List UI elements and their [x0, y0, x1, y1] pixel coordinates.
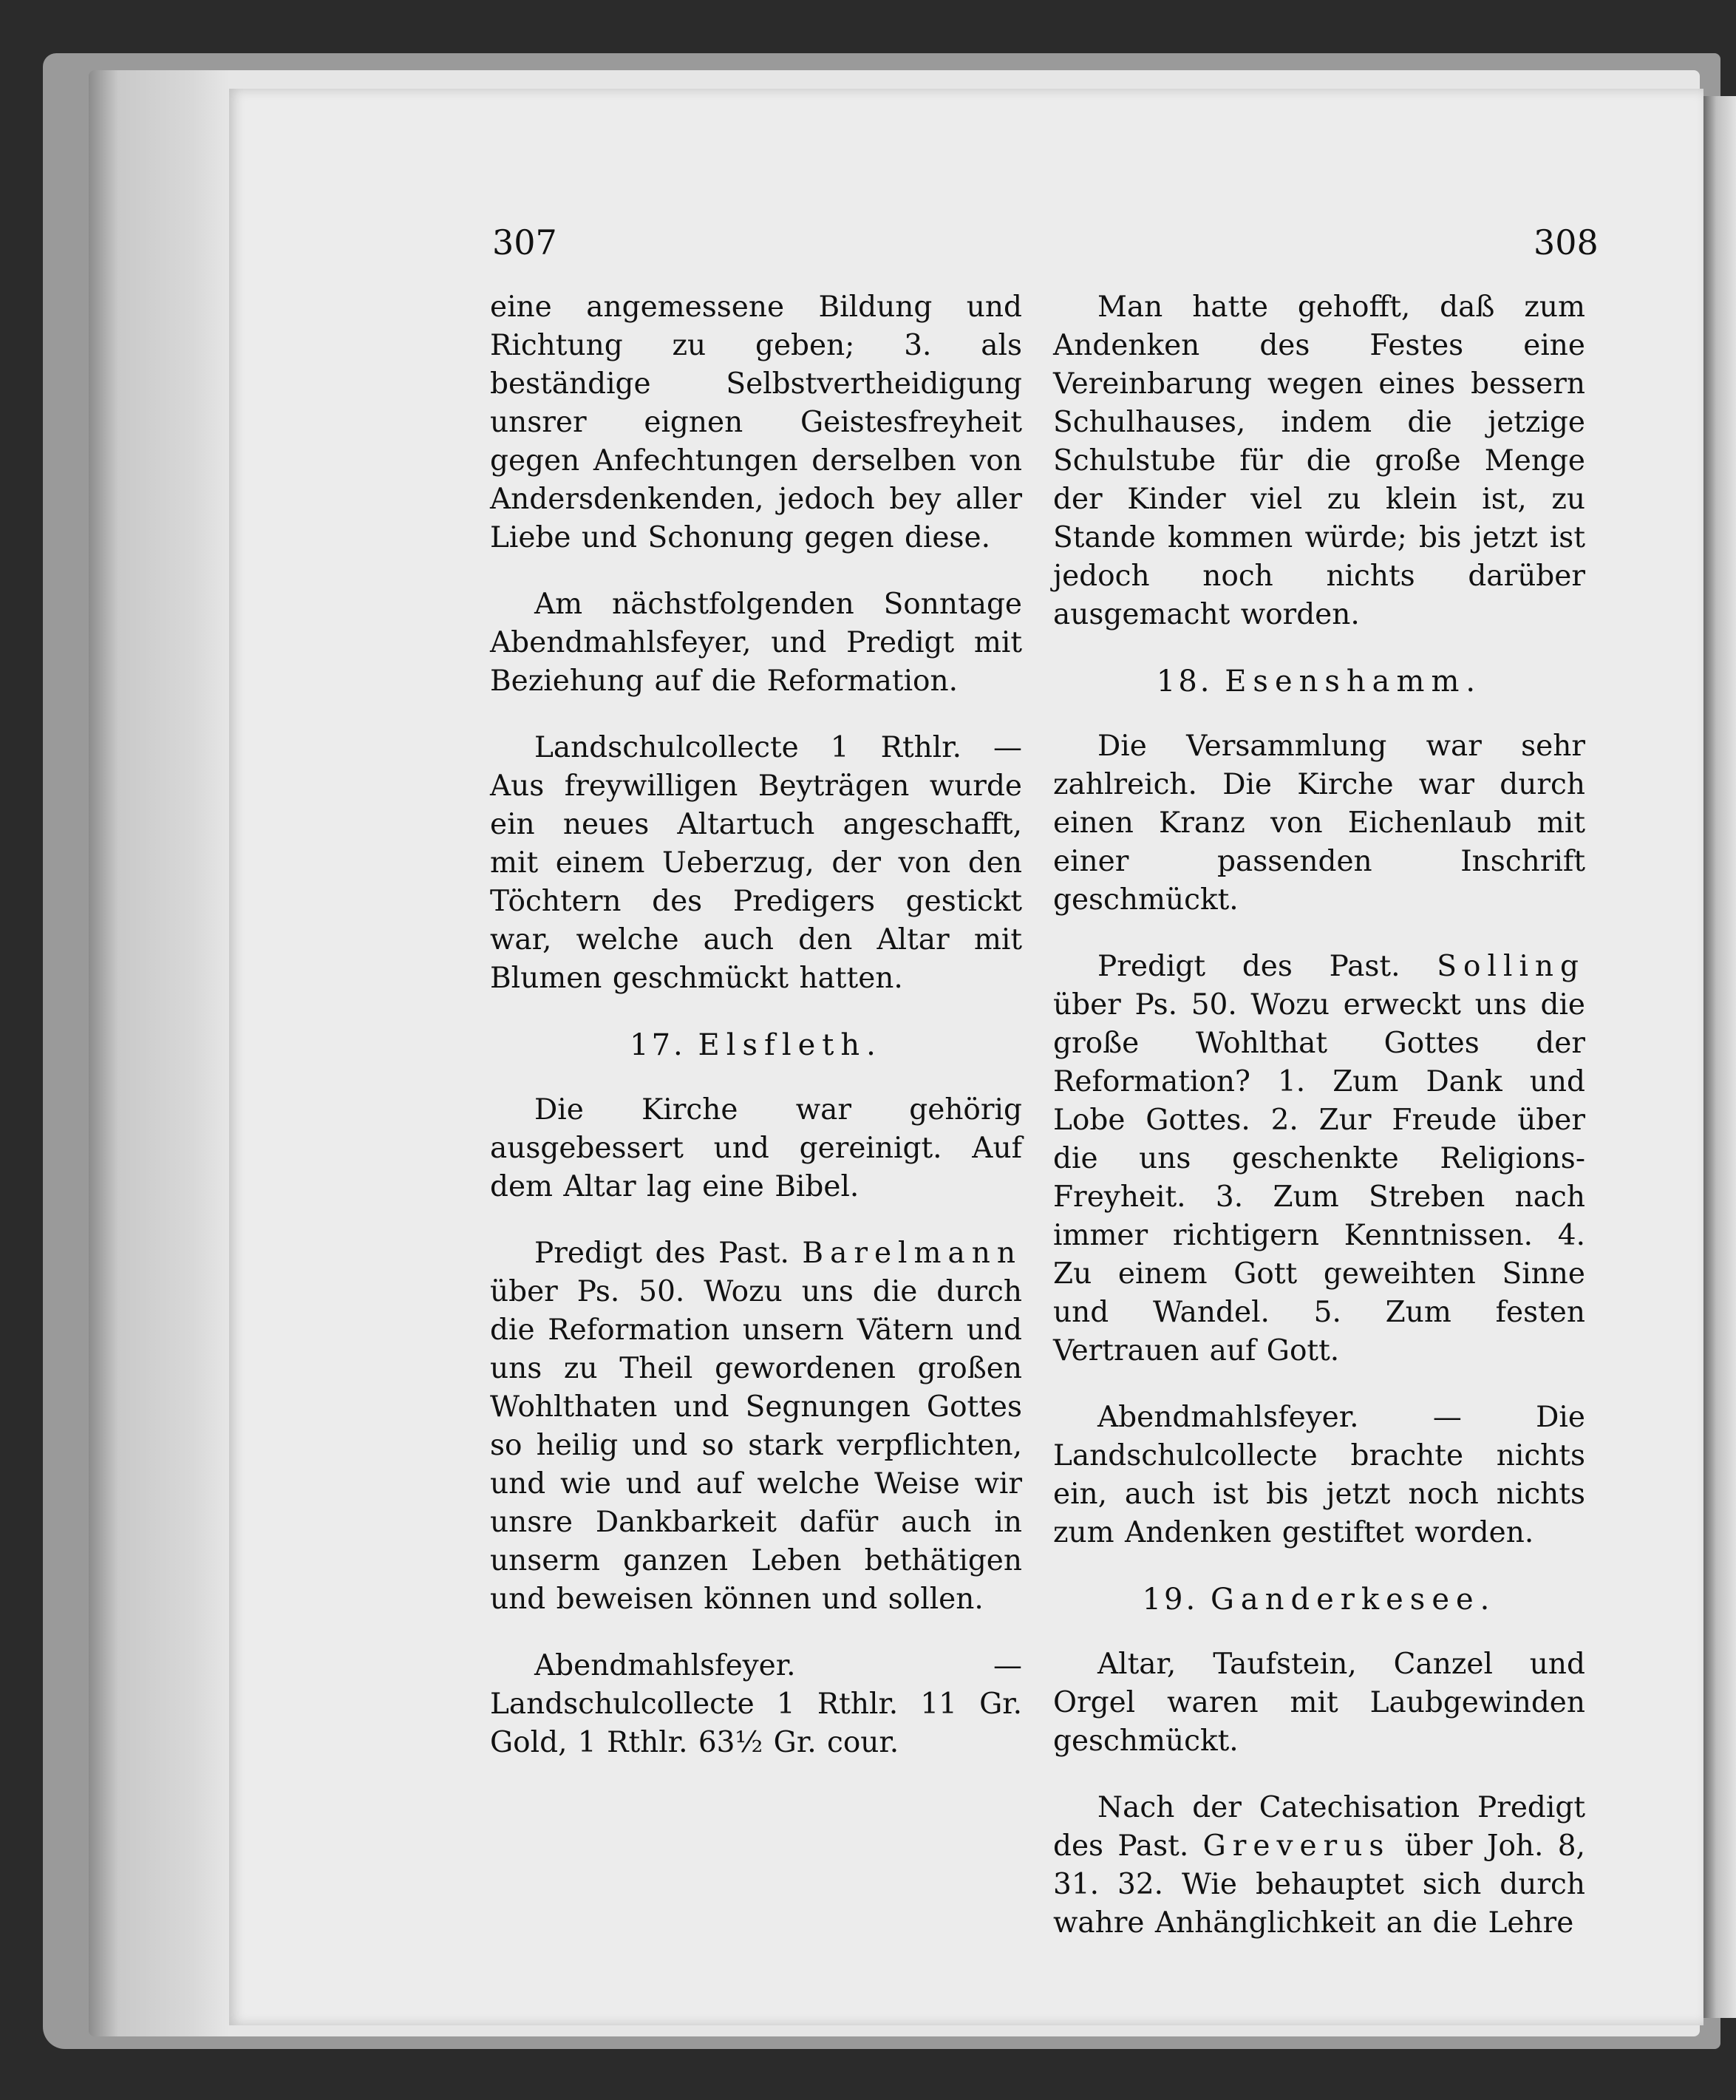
paragraph	[1053, 1789, 1585, 1943]
section-title: Esenshamm.	[1225, 665, 1483, 699]
page-number-left: 307	[492, 222, 557, 262]
pastor-name: Solling	[1437, 950, 1585, 983]
section-number: 17.	[630, 1028, 686, 1062]
text-run: über Ps. 50. Wozu erweckt uns die große Wohlthat Gottes der Reformation? 1. Zum Dank und Lobe Gottes. 2. Zur Freude über die uns geschenkte Religions-Freyheit. 3. Zum Streben nach immer richtigern Kenntnissen. 4. Zu einem Gott geweihten Sinne und Wandel. 5. Zum festen Vertrauen auf Gott.	[1053, 988, 1585, 1367]
paragraph: Die Kirche war gehörig ausgebessert und gereinigt. Auf dem Altar lag eine Bibel.	[490, 1093, 1022, 1203]
paragraph: eine angemessene Bildung und Richtung zu geben; 3. als beständige Selbstvertheidigung unsrer eignen Geistesfreyheit gegen Anfechtungen derselben von Andersdenkenden, jedoch bey aller Liebe und Schonung gegen diese.	[490, 290, 1022, 554]
section-title: Elsfleth.	[698, 1028, 882, 1062]
paragraph	[490, 1234, 1022, 1619]
paragraph: Landschulcollecte 1 Rthlr. — Aus freywilligen Beyträgen wurde ein neues Altartuch angeschafft, mit einem Ueberzug, der von den Töchtern des Predigers gestickt war, welche auch den Altar mit Blumen geschmückt hatten.	[490, 731, 1022, 995]
section-heading-19	[1053, 1580, 1585, 1619]
text-run: Predigt des Past.	[1097, 950, 1400, 983]
paragraph	[1053, 948, 1585, 1370]
section-title: Ganderkesee.	[1210, 1583, 1497, 1617]
book-spine	[1703, 96, 1736, 2018]
paragraph: Man hatte gehofft, daß zum Andenken des Festes eine Vereinbarung wegen eines bessern Schulhauses, indem die jetzige Schulstube für die große Menge der Kinder viel zu klein ist, zu Stande kommen würde; bis jetzt ist jedoch noch nichts darüber ausgemacht worden.	[1053, 290, 1585, 631]
text-run: Nach der Catechisation Predigt des Past.	[1053, 1791, 1585, 1863]
section-heading-18	[1053, 662, 1585, 701]
pastor-name: Barelmann	[802, 1237, 1022, 1270]
paragraph: Die Versammlung war sehr zahlreich. Die Kirche war durch einen Kranz von Eichenlaub mit einer passenden Inschrift geschmückt.	[1053, 730, 1585, 917]
text-run: über Ps. 50. Wozu uns die durch die Reformation unsern Vätern und uns zu Theil gewordenen großen Wohlthaten und Segnungen Gottes so heilig und so stark verpflichten, und wie und auf welche Weise wir unsre Dankbarkeit dafür auch in unserm ganzen Leben bethätigen und beweisen können und sollen.	[490, 1275, 1022, 1616]
text-run: Predigt des Past.	[534, 1237, 789, 1270]
paragraph: Altar, Taufstein, Canzel und Orgel waren mit Laubgewinden geschmückt.	[1053, 1648, 1585, 1758]
section-heading-17	[490, 1026, 1022, 1064]
paragraph: Am nächstfolgenden Sonntage Abendmahlsfeyer, und Predigt mit Beziehung auf die Reformation.	[490, 588, 1022, 698]
right-column	[1053, 288, 1585, 1971]
paragraph: Abendmahlsfeyer. — Die Landschulcollecte brachte nichts ein, auch ist bis jetzt noch nichts zum Andenken gestiftet worden.	[1053, 1401, 1585, 1549]
left-column	[490, 288, 1022, 1790]
text-run: über Joh. 8, 31. 32. Wie behauptet sich durch wahre Anhänglichkeit an die Lehre	[1053, 1829, 1585, 1940]
paragraph: Abendmahlsfeyer. — Landschulcollecte 1 Rthlr. 11 Gr. Gold, 1 Rthlr. 63½ Gr. cour.	[490, 1649, 1022, 1759]
pastor-name: Greverus	[1202, 1829, 1391, 1863]
section-number: 19.	[1142, 1583, 1199, 1617]
section-number: 18.	[1156, 665, 1213, 699]
page-number-right: 308	[1534, 222, 1599, 262]
